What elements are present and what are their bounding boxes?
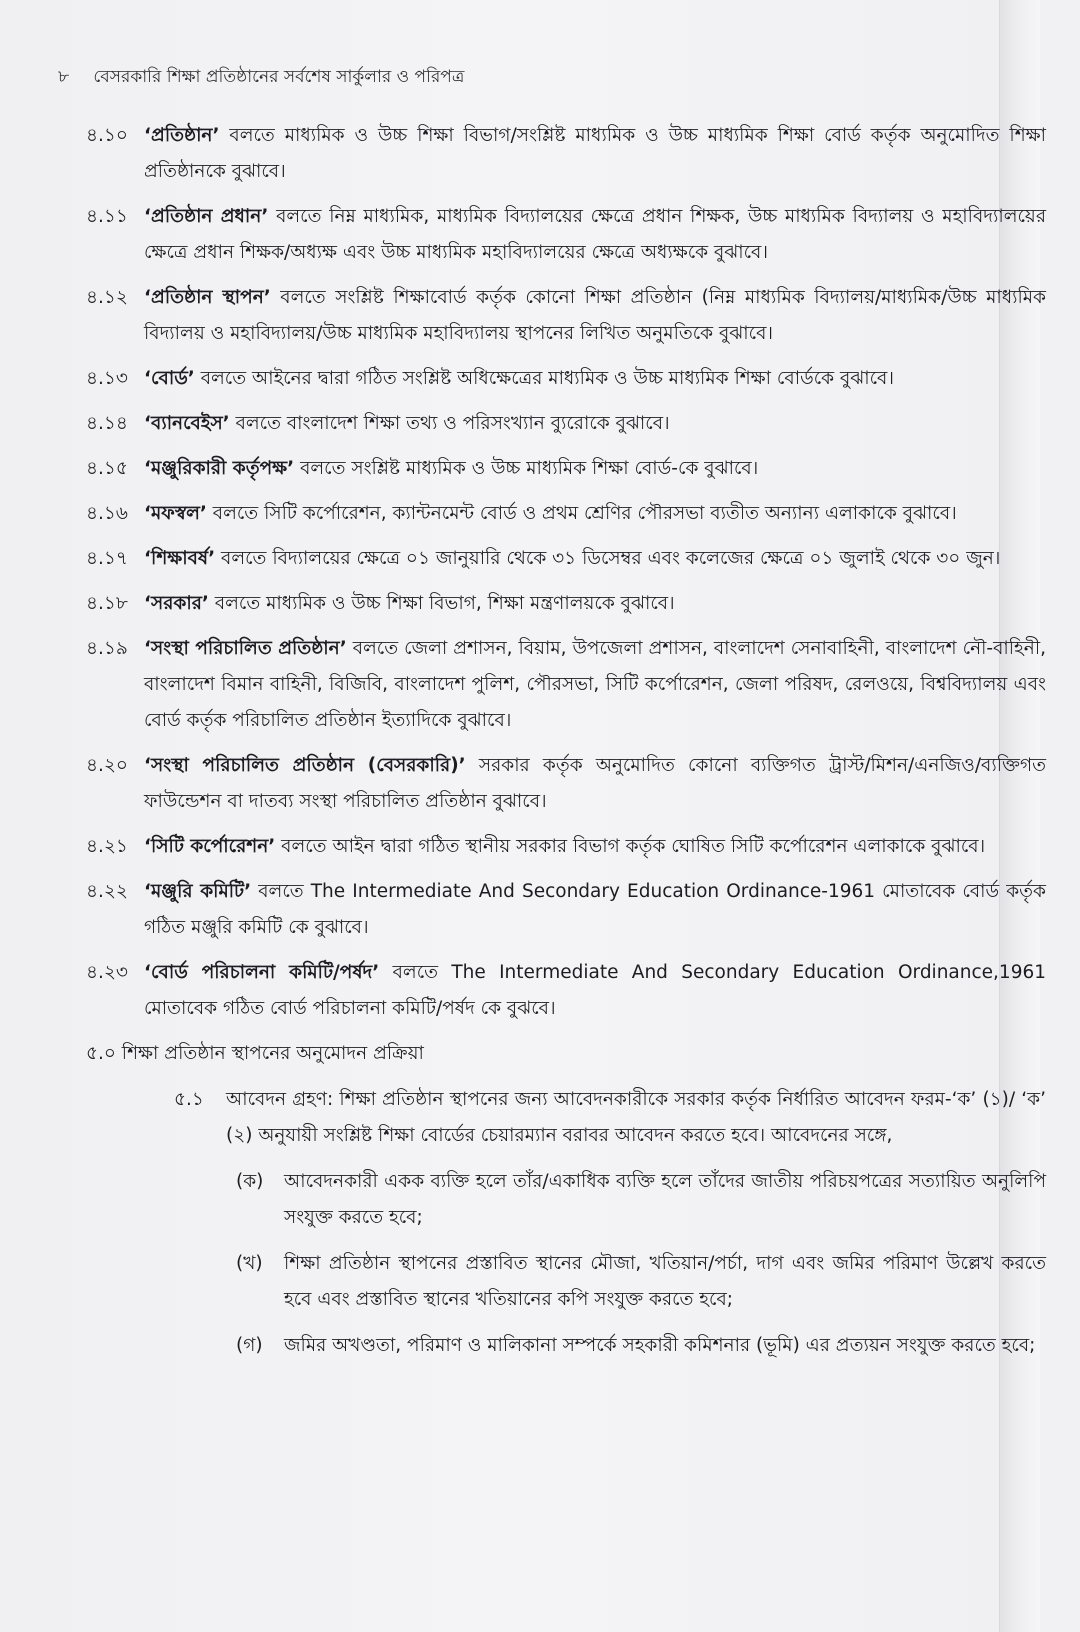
definition-number: ৪.২২ xyxy=(86,881,128,902)
definition-number: ৪.১৯ xyxy=(86,638,128,659)
definition-text: বলতে আইনের দ্বারা গঠিত সংশ্লিষ্ট অধিক্ষেত্রের মাধ্যমিক ও উচ্চ মাধ্যমিক শিক্ষা বোর্ডকে বুঝাবে। xyxy=(194,368,894,389)
definition-text: বলতে জেলা প্রশাসন, বিয়াম, উপজেলা প্রশাসন, বাংলাদেশ সেনাবাহিনী, বাংলাদেশ নৌ-বাহিনী, বাংলাদেশ বিমান বাহিনী, বিজিবি, বাংলাদেশ পুলিশ, পৌরসভা, সিটি কর্পোরেশন, জেলা পরিষদ, রেলওয়ে, বিশ্ববিদ্যালয় এবং বোর্ড কর্তৃক পরিচালিত প্রতিষ্ঠান ইত্যাদিকে বুঝাবে। xyxy=(144,638,1046,731)
definition-text: বলতে সংশ্লিষ্ট মাধ্যমিক ও উচ্চ মাধ্যমিক শিক্ষা বোর্ড-কে বুঝাবে। xyxy=(294,458,759,479)
requirement-text: জমির অখণ্ডতা, পরিমাণ ও মালিকানা সম্পর্কে সহকারী কমিশনার (ভূমি) এর প্রত্যয়ন সংযুক্ত করতে হবে; xyxy=(284,1335,1036,1356)
section-heading: ৫.০ শিক্ষা প্রতিষ্ঠান স্থাপনের অনুমোদন প্রক্রিয়া xyxy=(86,1043,424,1064)
definition-number: ৪.২০ xyxy=(86,755,128,776)
requirement-item xyxy=(86,1328,1046,1364)
definition-item xyxy=(86,361,1046,397)
definition-term: ‘বোর্ড’ xyxy=(144,368,195,389)
definition-text: বলতে মাধ্যমিক ও উচ্চ শিক্ষা বিভাগ, শিক্ষা মন্ত্রণালয়কে বুঝাবে। xyxy=(208,593,675,614)
definition-text: বলতে আইন দ্বারা গঠিত স্থানীয় সরকার বিভাগ কর্তৃক ঘোষিত সিটি কর্পোরেশন এলাকাকে বুঝাবে। xyxy=(275,836,986,857)
definition-item xyxy=(86,406,1046,442)
definition-text: বলতে The Intermediate And Secondary Education Ordinance-1961 মোতাবেক বোর্ড কর্তৃক গঠিত মঞ্জুরি কমিটি কে বুঝাবে। xyxy=(144,881,1046,938)
definition-text: বলতে মাধ্যমিক ও উচ্চ শিক্ষা বিভাগ/সংশ্লিষ্ট মাধ্যমিক ও উচ্চ মাধ্যমিক শিক্ষা বোর্ড কর্তৃক অনুমোদিত শিক্ষা প্রতিষ্ঠানকে বুঝাবে। xyxy=(144,125,1046,182)
definition-item xyxy=(86,280,1046,352)
definition-term: ‘মঞ্জুরি কমিটি’ xyxy=(144,881,252,902)
definition-item xyxy=(86,199,1046,271)
definition-text: বলতে The Intermediate And Secondary Education Ordinance,1961 মোতাবেক গঠিত বোর্ড পরিচালনা কমিটি/পর্ষদ কে বুঝবে। xyxy=(144,962,1046,1019)
definition-number: ৪.১১ xyxy=(86,206,128,227)
definition-item xyxy=(86,451,1046,487)
document-body xyxy=(86,118,1046,1374)
definition-item xyxy=(86,874,1046,946)
definition-term: ‘সরকার’ xyxy=(144,593,209,614)
definition-item xyxy=(86,748,1046,820)
definitions-list xyxy=(86,118,1046,1027)
definition-text: বলতে সংশ্লিষ্ট শিক্ষাবোর্ড কর্তৃক কোনো শিক্ষা প্রতিষ্ঠান (নিম্ন মাধ্যমিক বিদ্যালয়/মাধ্যমিক/উচ্চ মাধ্যমিক বিদ্যালয় ও মহাবিদ্যালয়/উচ্চ মাধ্যমিক মহাবিদ্যালয় স্থাপনের লিখিত অনুমতিকে বুঝাবে। xyxy=(144,287,1046,344)
running-header xyxy=(58,64,464,92)
requirement-text: আবেদনকারী একক ব্যক্তি হলে তাঁর/একাধিক ব্যক্তি হলে তাঁদের জাতীয় পরিচয়পত্রের সত্যায়িত অনুলিপি সংযুক্ত করতে হবে; xyxy=(284,1171,1046,1228)
definition-term: ‘প্রতিষ্ঠান’ xyxy=(144,125,220,146)
definition-number: ৪.১৩ xyxy=(86,368,128,389)
requirement-marker: (গ) xyxy=(236,1335,263,1356)
definition-item xyxy=(86,541,1046,577)
definition-item xyxy=(86,829,1046,865)
definition-number: ৪.২৩ xyxy=(86,962,128,983)
requirement-item xyxy=(86,1246,1046,1318)
definition-term: ‘প্রতিষ্ঠান প্রধান’ xyxy=(144,206,269,227)
requirement-marker: (ক) xyxy=(236,1171,264,1192)
definition-text: বলতে নিম্ন মাধ্যমিক, মাধ্যমিক বিদ্যালয়ের ক্ষেত্রে প্রধান শিক্ষক, উচ্চ মাধ্যমিক বিদ্যালয় ও মহাবিদ্যালয়ের ক্ষেত্রে প্রধান শিক্ষক/অধ্যক্ষ এবং উচ্চ মাধ্যমিক মহাবিদ্যালয়ের ক্ষেত্রে অধ্যক্ষকে বুঝাবে। xyxy=(144,206,1046,263)
definition-number: ৪.১৫ xyxy=(86,458,128,479)
definition-term: ‘ব্যানবেইস’ xyxy=(144,413,230,434)
definition-term: ‘বোর্ড পরিচালনা কমিটি/পর্ষদ’ xyxy=(144,962,380,983)
definition-text: বলতে বাংলাদেশ শিক্ষা তথ্য ও পরিসংখ্যান ব্যুরোকে বুঝাবে। xyxy=(229,413,670,434)
definition-term: ‘মফস্বল’ xyxy=(144,503,207,524)
requirement-text: শিক্ষা প্রতিষ্ঠান স্থাপনের প্রস্তাবিত স্থানের মৌজা, খতিয়ান/পর্চা, দাগ এবং জমির পরিমাণ উল্লেখ করতে হবে এবং প্রস্তাবিত স্থানের খতিয়ানের কপি সংযুক্ত করতে হবে; xyxy=(284,1253,1046,1310)
definition-term: ‘শিক্ষাবর্ষ’ xyxy=(144,548,216,569)
subsection-5-1 xyxy=(86,1082,1046,1154)
definition-item xyxy=(86,586,1046,622)
definition-term: ‘সংস্থা পরিচালিত প্রতিষ্ঠান’ xyxy=(144,638,347,659)
subsection-text: আবেদন গ্রহণ: শিক্ষা প্রতিষ্ঠান স্থাপনের জন্য আবেদনকারীকে সরকার কর্তৃক নির্ধারিত আবেদন ফরম-‘ক’ (১)/ ‘ক’ (২) অনুযায়ী সংশ্লিষ্ট শিক্ষা বোর্ডের চেয়ারম্যান বরাবর আবেদন করতে হবে। আবেদনের সঙ্গে, xyxy=(226,1089,1046,1146)
definition-number: ৪.১৭ xyxy=(86,548,128,569)
definition-text: বলতে বিদ্যালয়ের ক্ষেত্রে ০১ জানুয়ারি থেকে ৩১ ডিসেম্বর এবং কলেজের ক্ষেত্রে ০১ জুলাই থেকে ৩০ জুন। xyxy=(215,548,1001,569)
definition-number: ৪.১৪ xyxy=(86,413,128,434)
page-number: ৮ xyxy=(58,67,70,87)
definition-number: ৪.১০ xyxy=(86,125,128,146)
definition-number: ৪.১২ xyxy=(86,287,128,308)
subsection-number: ৫.১ xyxy=(174,1089,204,1110)
requirements-list xyxy=(86,1164,1046,1364)
book-title: বেসরকারি শিক্ষা প্রতিষ্ঠানের সর্বশেষ সার্কুলার ও পরিপত্র xyxy=(93,67,465,87)
definition-number: ৪.২১ xyxy=(86,836,128,857)
definition-term: ‘সংস্থা পরিচালিত প্রতিষ্ঠান (বেসরকারি)’ xyxy=(144,755,466,776)
definition-term: ‘মঞ্জুরিকারী কর্তৃপক্ষ’ xyxy=(144,458,295,479)
definition-text: সরকার কর্তৃক অনুমোদিত কোনো ব্যক্তিগত ট্রাস্ট/মিশন/এনজিও/ব্যক্তিগত ফাউন্ডেশন বা দাতব্য সংস্থা পরিচালিত প্রতিষ্ঠান বুঝাবে। xyxy=(144,755,1046,812)
definition-item xyxy=(86,496,1046,532)
definition-term: ‘প্রতিষ্ঠান স্থাপন’ xyxy=(144,287,271,308)
definition-term: ‘সিটি কর্পোরেশন’ xyxy=(144,836,276,857)
definition-text: বলতে সিটি কর্পোরেশন, ক্যান্টনমেন্ট বোর্ড ও প্রথম শ্রেণির পৌরসভা ব্যতীত অন্যান্য এলাকাকে বুঝাবে। xyxy=(206,503,957,524)
definition-item xyxy=(86,118,1046,190)
definition-number: ৪.১৬ xyxy=(86,503,128,524)
definition-number: ৪.১৮ xyxy=(86,593,128,614)
requirement-item xyxy=(86,1164,1046,1236)
requirement-marker: (খ) xyxy=(236,1253,263,1274)
definition-item xyxy=(86,631,1046,739)
definition-item xyxy=(86,955,1046,1027)
